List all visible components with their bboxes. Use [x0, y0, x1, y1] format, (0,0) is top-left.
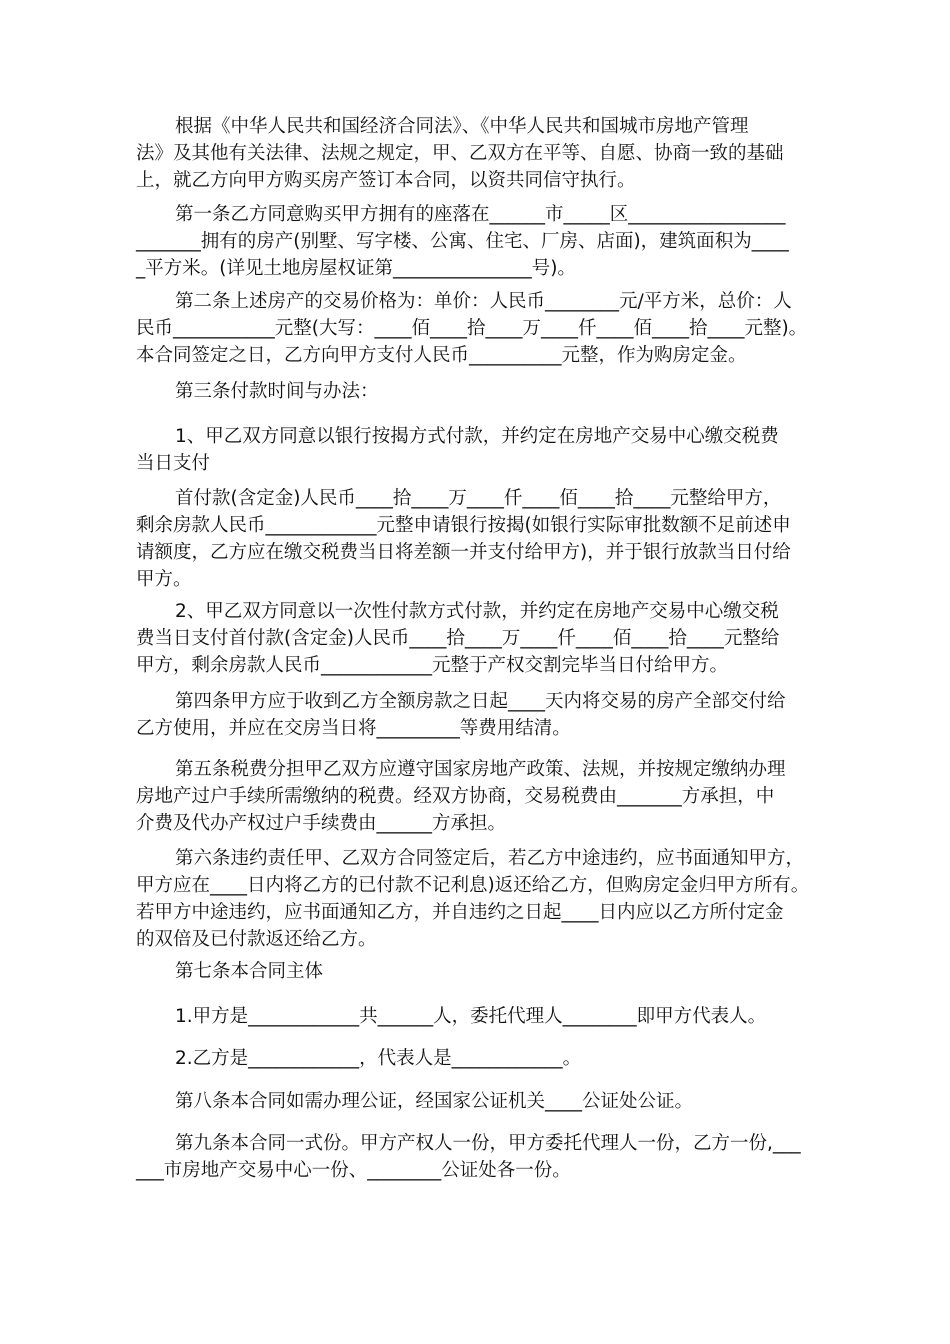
text-line: 请额度，乙方应在缴交税费当日将差额一并支付给甲方)，并于银行放款当日付给 [136, 542, 791, 563]
text-line: 费当日支付首付款(含定金)人民币____拾____万____仟____佰____拾____元整给 [136, 628, 780, 649]
paragraph-article-2 [136, 288, 816, 369]
text-line: 第七条本合同主体 [175, 961, 324, 982]
paragraph-intro [136, 113, 816, 194]
paragraph-article-3-1 [136, 423, 816, 477]
text-line: 第五条税费分担甲乙双方应遵守国家房地产政策、法规，并按规定缴纳办理 [175, 759, 786, 780]
text-line: 2、甲乙双方同意以一次性付款方式付款，并约定在房地产交易中心缴交税 [175, 601, 779, 622]
text-line: 第四条甲方应于收到乙方全额房款之日起____天内将交易的房产全部交付给 [175, 691, 786, 712]
paragraph-article-3-1-detail [136, 485, 816, 593]
text-line: 民币___________元整(大写：____佰____拾____万____仟____佰____拾____元整)。 [136, 318, 808, 339]
text-line: 根据《中华人民共和国经济合同法》、《中华人民共和国城市房地产管理 [175, 116, 749, 137]
paragraph-article-8 [136, 1088, 816, 1115]
paragraph-article-7-1 [136, 1003, 816, 1030]
paragraph-article-5 [136, 756, 816, 837]
paragraph-article-3 [136, 378, 816, 405]
text-line: 第八条本合同如需办理公证，经国家公证机关____公证处公证。 [175, 1091, 694, 1112]
text-line: 剩余房款人民币____________元整申请银行按揭(如银行实际审批数额不足前述申 [136, 515, 791, 536]
text-line: 第二条上述房产的交易价格为：单价：人民币________元/平方米，总价：人 [175, 291, 792, 312]
text-line: 甲方应在____日内将乙方的已付款不记利息)返还给乙方，但购房定金归甲方所有。 [136, 875, 810, 896]
paragraph-article-9 [136, 1130, 816, 1184]
text-line: 甲方。 [136, 569, 192, 590]
text-line: 法》及其他有关法律、法规之规定，甲、乙双方在平等、自愿、协商一致的基础 [136, 143, 784, 164]
text-line: 第一条乙方同意购买甲方拥有的座落在______市_____区_________________ [175, 204, 786, 225]
paragraph-article-6 [136, 845, 816, 953]
text-line: 1、甲乙双方同意以银行按揭方式付款，并约定在房地产交易中心缴交税费 [175, 426, 779, 447]
text-line: 介费及代办产权过户手续费由______方承担。 [136, 813, 507, 834]
text-line: 当日支付 [136, 453, 211, 474]
text-line: 上，就乙方向甲方购买房产签订本合同，以资共同信守执行。 [136, 170, 636, 191]
text-line: 第三条付款时间与办法： [175, 381, 379, 402]
text-line: 甲方，剩余房款人民币____________元整于产权交割完毕当日付给甲方。 [136, 655, 729, 676]
paragraph-article-3-2 [136, 598, 816, 679]
paragraph-article-4 [136, 688, 816, 742]
text-line: ___市房地产交易中心一份、________公证处各一份。 [136, 1160, 571, 1181]
text-line: 若甲方中途违约，应书面通知乙方，并自违约之日起____日内应以乙方所付定金 [136, 902, 784, 923]
paragraph-article-7-2 [136, 1045, 816, 1072]
text-line: _平方米。(详见土地房屋权证第_______________号)。 [136, 258, 576, 279]
text-line: 第六条违约责任甲、乙双方合同签定后，若乙方中途违约，应书面通知甲方， [175, 848, 805, 869]
text-line: _______拥有的房产(别墅、写字楼、公寓、住宅、厂房、店面)，建筑面积为____ [136, 231, 789, 252]
text-line: 本合同签定之日，乙方向甲方支付人民币__________元整，作为购房定金。 [136, 345, 747, 366]
text-line: 的双倍及已付款返还给乙方。 [136, 929, 377, 950]
text-line: 房地产过户手续所需缴纳的税费。经双方协商，交易税费由_______方承担，中 [136, 786, 775, 807]
text-line: 1.甲方是____________共______人，委托代理人________即甲方代表人。 [175, 1006, 767, 1027]
text-line: 2.乙方是____________，代表人是____________。 [175, 1048, 582, 1069]
text-line: 首付款(含定金)人民币____拾____万____仟____佰____拾____元整给甲方， [175, 488, 782, 509]
text-line: 第九条本合同一式份。甲方产权人一份，甲方委托代理人一份，乙方一份,___ [175, 1133, 801, 1154]
text-line: 乙方使用，并应在交房当日将_________等费用结清。 [136, 718, 571, 739]
paragraph-article-1 [136, 201, 816, 282]
paragraph-article-7 [136, 958, 816, 985]
